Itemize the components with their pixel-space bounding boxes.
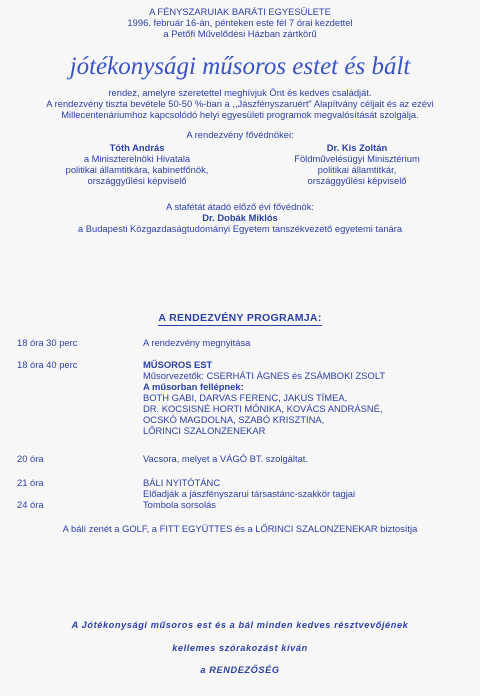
program-time: 18 óra 30 perc	[17, 337, 78, 348]
program-desc-line: Előadják a jászfényszarui társastánc-szakkör tagjai	[143, 488, 356, 499]
previous-patron-heading: A stafétát átadó előző évi fővédnök:	[165, 201, 315, 212]
event-venue: a Petőfi Művelődési Házban zártkörű	[163, 28, 317, 39]
header	[0, 6, 480, 39]
previous-patron	[0, 201, 480, 234]
organizer-name: A FÉNYSZARUIAK BARÁTI EGYESÜLETE	[149, 6, 331, 17]
program-desc-heading: MŰSOROS EST	[143, 359, 213, 370]
program-time: 18 óra 40 perc	[17, 359, 78, 370]
intro-line-1: rendez, amelyre szeretettel meghívjuk Önt és kedves családját.	[108, 87, 372, 98]
program-desc	[143, 337, 473, 348]
program-title	[0, 312, 480, 324]
program-time: 24 óra	[17, 499, 44, 510]
program-performers-line: OCSKÓ MAGDOLNA, SZABÓ KRISZTINA,	[143, 414, 325, 425]
program-performers-line: BOTH GABI, DARVAS FERENC, JAKUS TÍMEA,	[143, 392, 348, 403]
event-title: jótékonysági műsoros estet és bált	[69, 53, 411, 80]
program-performers-line: DR. KOCSISNÉ HORTI MÓNIKA, KOVÁCS ANDRÁSNÉ,	[143, 403, 383, 414]
patron-right-line-3: országgyűlési képviselő	[307, 175, 407, 186]
program-desc	[143, 453, 473, 464]
intro-line-3: Millecentenáriumhoz kapcsolódó helyi egyesületi programok megvalósítását szolgálja.	[61, 109, 419, 120]
patron-right-name: Dr. Kis Zoltán	[326, 142, 388, 153]
farewell-line-2: kellemes szórakozást kíván	[172, 643, 308, 653]
patron-left-line-2: politikai államtitkára, kabinetfőnök,	[65, 164, 209, 175]
intro	[0, 87, 480, 120]
previous-patron-name: Dr. Dobák Miklós	[202, 212, 278, 223]
patron-left-name: Tóth András	[109, 142, 165, 153]
patron-right-line-2: politikai államtitkár,	[317, 164, 397, 175]
program-title-text: A RENDEZVÉNY PROGRAMJA:	[158, 312, 322, 324]
previous-patron-title: a Budapesti Közgazdaságtudományi Egyetem tanszékvezető egyetemi tanára	[77, 223, 403, 234]
patrons-heading: A rendezvény fővédnökei:	[186, 129, 294, 140]
program-desc-line: A rendezvény megnyitása	[143, 337, 251, 348]
farewell-signature: a RENDEZŐSÉG	[200, 665, 280, 675]
patron-left-line-3: országgyűlési képviselő	[87, 175, 187, 186]
intro-line-2: A rendezvény tiszta bevétele 50-50 %-ban a ,,Jászfényszaruért" Alapítvány céljait és az ezévi	[46, 98, 434, 109]
patron-right-line-1: Földművelésügyi Minisztérium	[294, 153, 420, 164]
program-time: 20 óra	[17, 453, 44, 464]
program-performers-heading: A műsorban fellépnek:	[143, 381, 244, 392]
patron-left-line-1: a Miniszterelnöki Hivatala	[83, 153, 191, 164]
program-desc	[143, 477, 473, 499]
program-desc-line: BÁLI NYITÓTÁNC	[143, 477, 221, 488]
program-performers-line: LŐRINCI SZALONZENEKAR	[143, 425, 266, 436]
farewell-line-1: A Jótékonysági műsoros est és a bál minden kedves résztvevőjének	[71, 620, 409, 630]
program-desc-line: Tombola sorsolás	[143, 499, 216, 510]
patron-left	[52, 142, 222, 186]
program-desc	[143, 499, 473, 510]
program-desc	[143, 359, 473, 436]
music-credits: A bálí zenét a GOLF, a FITT EGYÜTTES és a LŐRINCI SZALONZENEKAR biztosítja	[62, 523, 418, 534]
program-desc-line: Vacsora, melyet a VÁGÓ BT. szolgáltat.	[143, 453, 308, 464]
program-hosts: Műsorvezetők: CSERHÁTI ÁGNES és ZSÁMBOKI ZSOLT	[143, 370, 386, 381]
program-time: 21 óra	[17, 477, 44, 488]
patron-right	[266, 142, 448, 186]
event-date: 1996. február 16-án, pénteken este fél 7 órai kezdettel	[127, 17, 353, 28]
